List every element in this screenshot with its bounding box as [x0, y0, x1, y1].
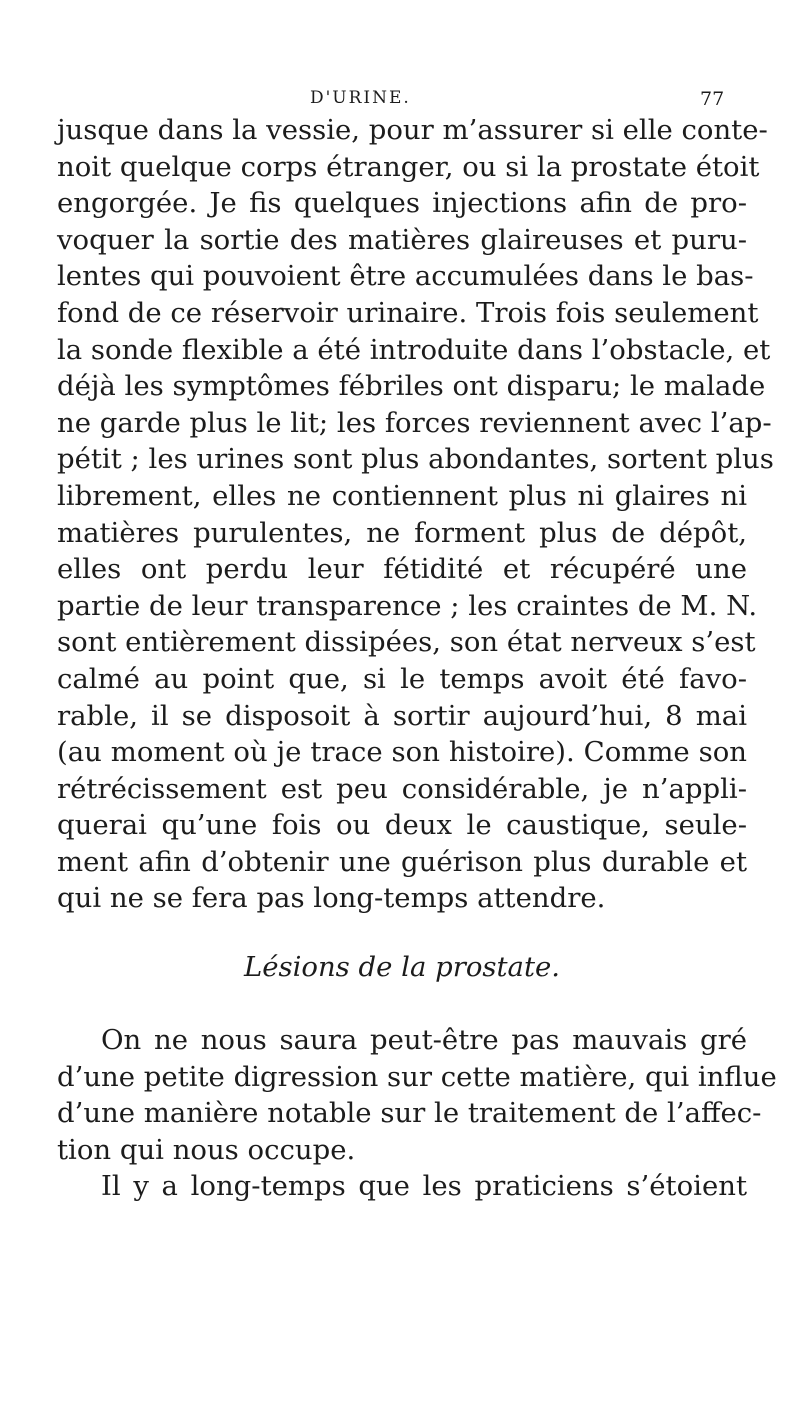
text-line: noit quelque corps étranger, ou si la prostate étoit: [57, 150, 760, 183]
text-line: tion qui nous occupe.: [57, 1133, 356, 1166]
text-line: fond de ce réservoir urinaire. Trois fois seulement: [57, 296, 759, 329]
text-line: lentes qui pouvoient être accumulées dans le bas-: [57, 260, 754, 293]
page-number: 77: [700, 88, 725, 110]
paragraph-2: [57, 1022, 777, 1168]
text-line: la sonde flexible a été introduite dans l’obstacle, et: [57, 333, 771, 366]
text-line: elles ont perdu leur fétidité et récupéré une: [57, 553, 747, 586]
text-line: rétrécissement est peu considérable, je n’appli-: [57, 772, 747, 805]
text-line: engorgée. Je fis quelques injections afin de pro-: [57, 187, 747, 220]
text-line: d’une manière notable sur le traitement de l’affec-: [57, 1097, 762, 1130]
text-line: querai qu’une fois ou deux le caustique, seule-: [57, 809, 747, 842]
text-line: matières purulentes, ne forment plus de dépôt,: [57, 516, 747, 549]
paragraph-3: [57, 1168, 747, 1205]
text-line: ne garde plus le lit; les forces reviennent avec l’ap-: [57, 406, 772, 439]
text-line: voquer la sortie des matières glaireuses et puru-: [57, 223, 747, 256]
text-line: pétit ; les urines sont plus abondantes, sortent plus: [57, 443, 774, 476]
section-heading: Lésions de la prostate.: [243, 951, 561, 984]
body-text: [57, 112, 777, 1205]
text-line: Il y a long-temps que les praticiens s’étoient: [101, 1170, 747, 1203]
paragraph-1: [57, 112, 774, 917]
text-line: rable, il se disposoit à sortir aujourd’hui, 8 mai: [57, 699, 747, 732]
text-line: sont entièrement dissipées, son état nerveux s’est: [57, 626, 756, 659]
text-line: déjà les symptômes fébriles ont disparu; le malade: [57, 370, 766, 403]
text-line: d’une petite digression sur cette matière, qui influe: [57, 1060, 777, 1093]
text-line: librement, elles ne contiennent plus ni glaires ni: [57, 479, 747, 512]
text-line: jusque dans la vessie, pour m’assurer si elle conte-: [57, 114, 768, 146]
text-line: (au moment où je trace son histoire). Comme son: [57, 736, 747, 769]
text-line: calmé au point que, si le temps avoit été favo-: [57, 662, 747, 695]
text-line: ment afin d’obtenir une guérison plus durable et: [57, 845, 747, 878]
running-head: D'URINE.: [310, 88, 411, 108]
text-line: On ne nous saura peut-être pas mauvais gré: [101, 1024, 747, 1057]
text-line: partie de leur transparence ; les craintes de M. N.: [57, 589, 758, 622]
text-line: qui ne se fera pas long-temps attendre.: [57, 882, 606, 915]
